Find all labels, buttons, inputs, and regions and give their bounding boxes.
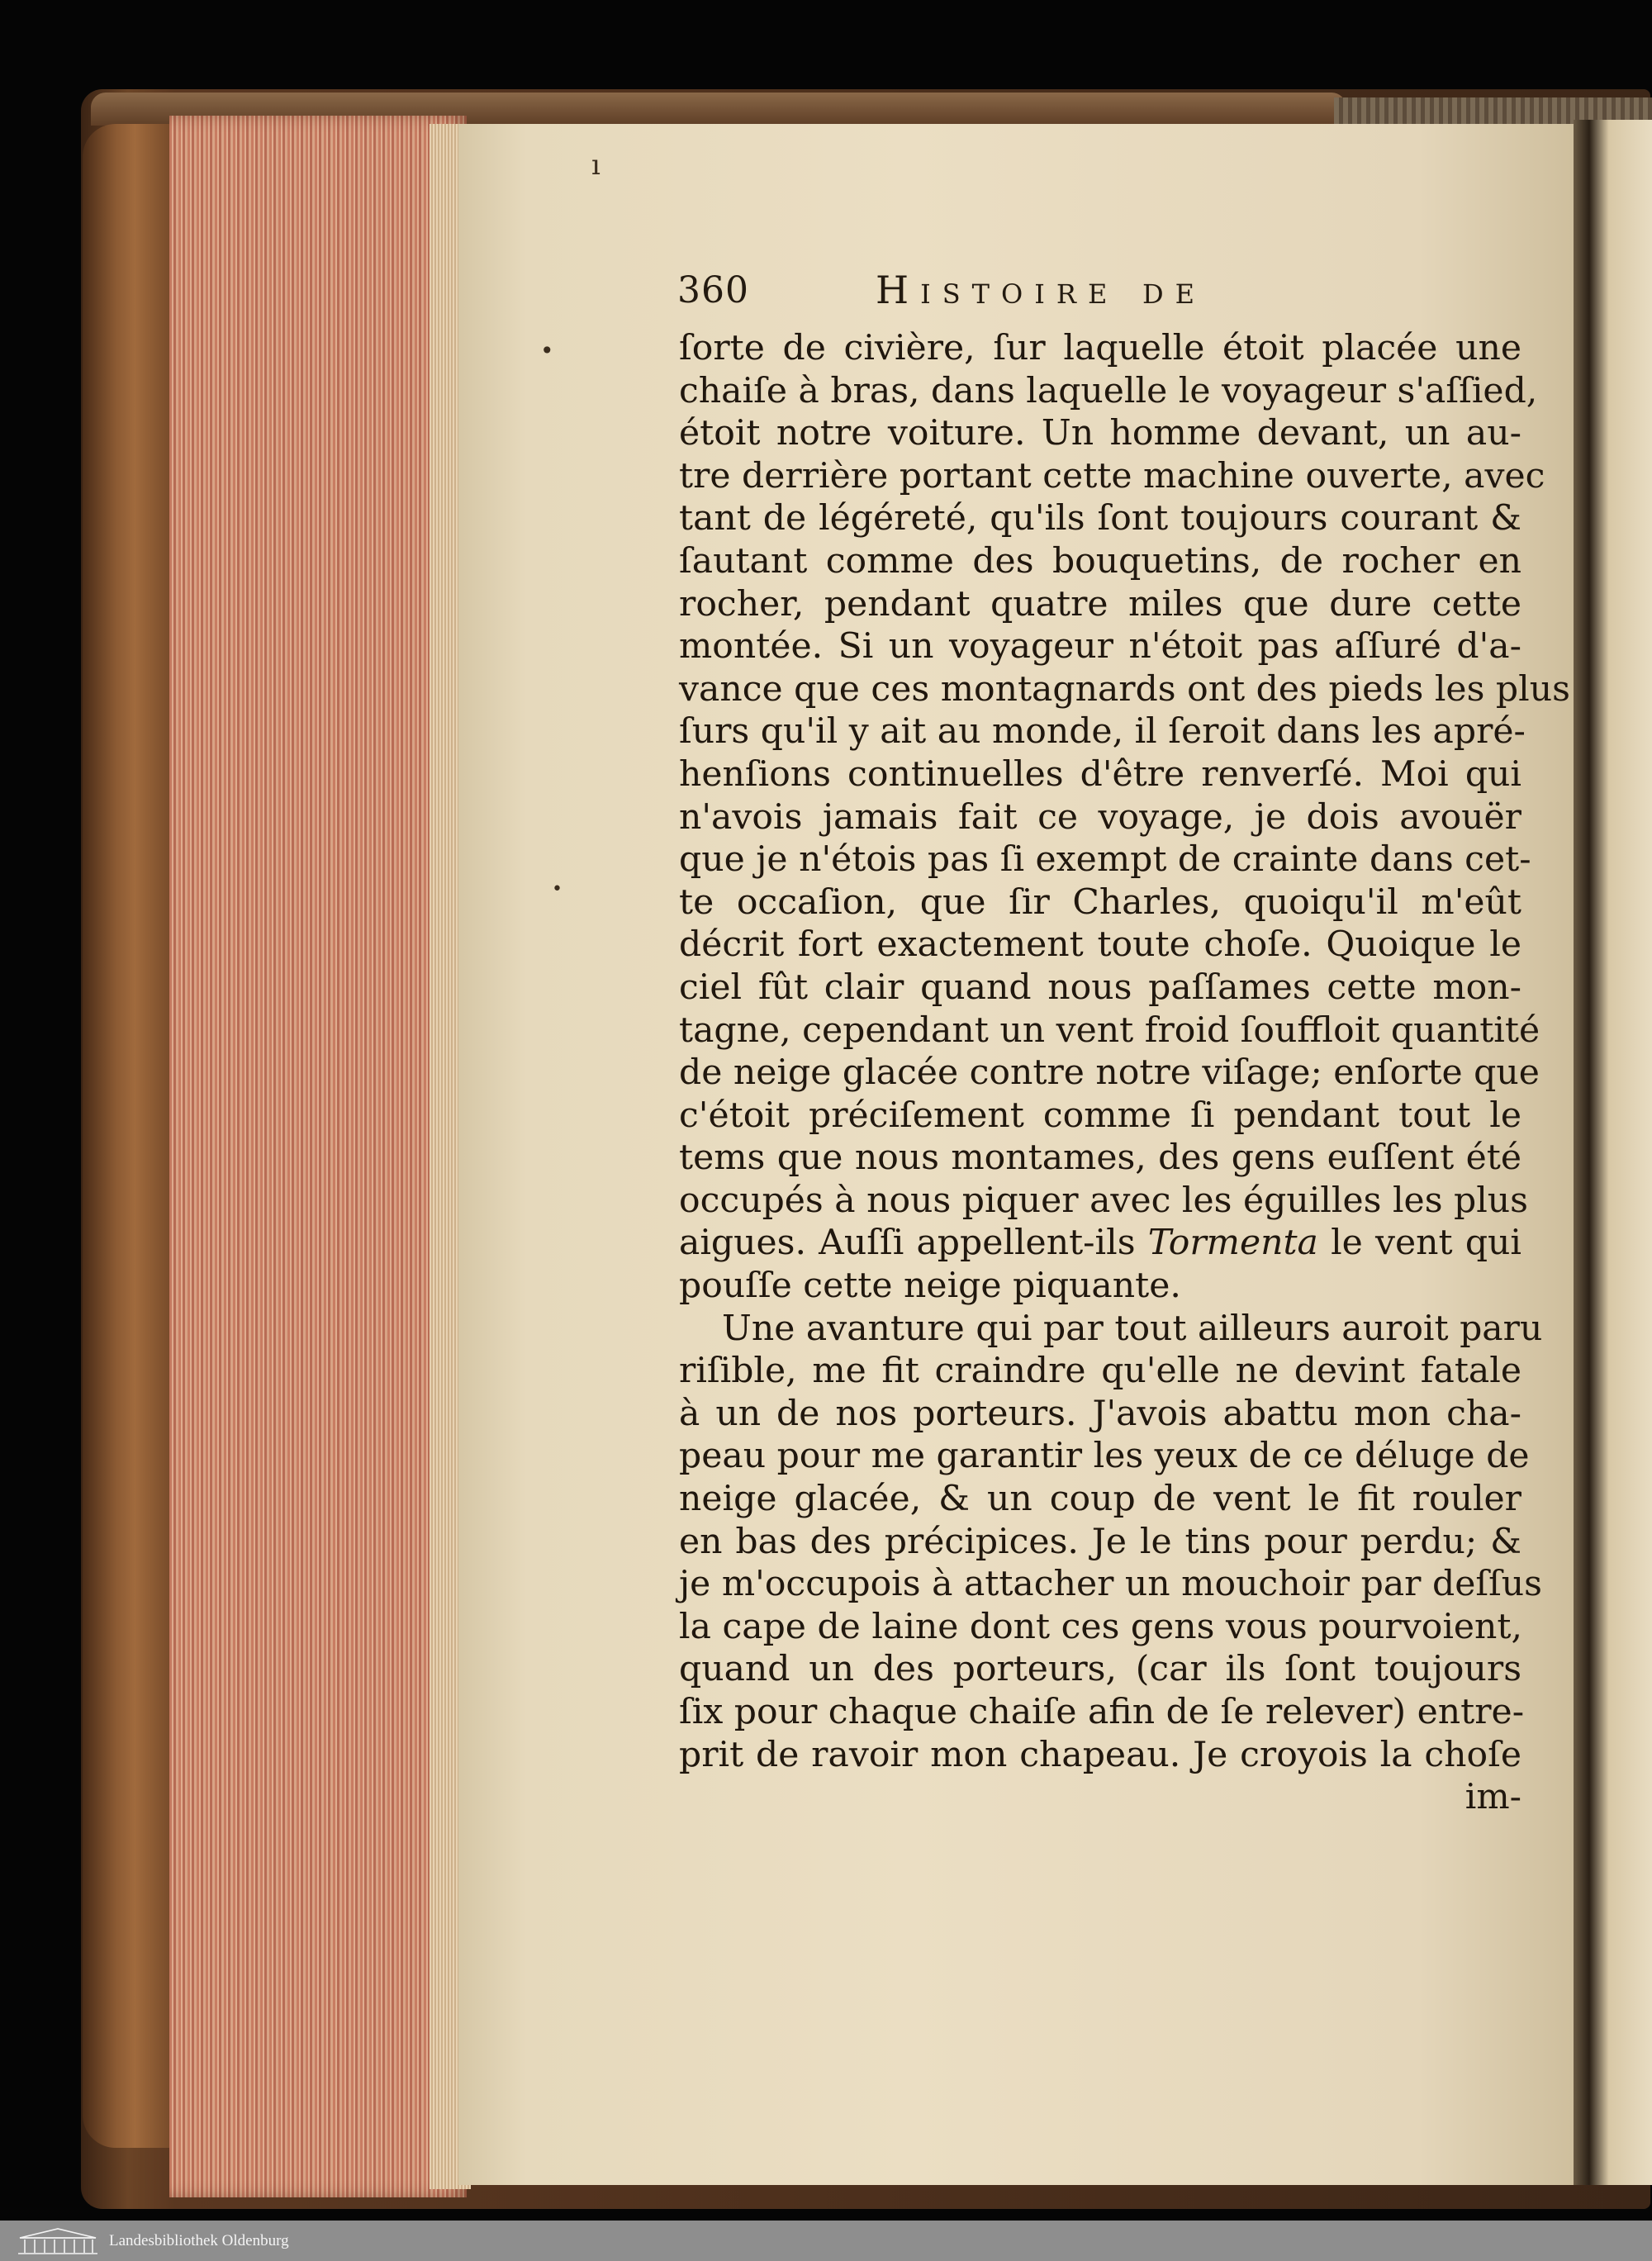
- text-line: la cape de laine dont ces gens vous pourvoient,: [679, 1606, 1523, 1647]
- text-line: prit de ravoir mon chapeau. Je croyois la choſe: [679, 1734, 1521, 1775]
- text-line: quand un des porteurs, (car ils ſont toujours: [679, 1649, 1521, 1690]
- leather-binding: [83, 124, 178, 2148]
- text-line: riſible, me fit craindre qu'elle ne devint fatale: [679, 1351, 1521, 1392]
- library-name: Landesbibliothek Oldenburg: [109, 2231, 289, 2249]
- ink-speck: ı: [591, 149, 601, 182]
- facing-page-gutter: [1574, 120, 1652, 2185]
- text-line: tems que nous montames, des gens euſſent été: [679, 1138, 1521, 1179]
- text-line: à un de nos porteurs. J'avois abattu mon cha-: [679, 1393, 1521, 1434]
- text-line: ſautant comme des bouquetins, de rocher en: [679, 540, 1521, 582]
- text-line: je m'occupois à attacher un mouchoir par deſſus: [679, 1564, 1542, 1605]
- ink-speck: •: [540, 337, 554, 364]
- page-header: [677, 263, 1503, 321]
- text-line: ciel fût clair quand nous paſſames cette mon-: [679, 967, 1521, 1008]
- text-line: neige glacée, & un coup de vent le fit rouler: [679, 1479, 1521, 1520]
- ink-speck: •: [552, 879, 563, 900]
- text-line: en bas des précipices. Je le tins pour perdu; &: [679, 1521, 1521, 1562]
- text-line: te occaſion, que ſir Charles, quoiqu'il m'eût: [679, 881, 1521, 923]
- text-line: chaiſe à bras, dans laquelle le voyageur s'aſſied,: [679, 370, 1538, 411]
- text-line: que je n'étois pas ſi exempt de crainte dans cet-: [679, 839, 1531, 881]
- text-line: ſurs qu'il y ait au monde, il ſeroit dans les apré-: [679, 711, 1526, 753]
- text-line: ſix pour chaque chaiſe afin de ſe relever) entre-: [679, 1692, 1525, 1732]
- running-title: Histoire de: [876, 268, 1206, 312]
- text-line: Une avanture qui par tout ailleurs auroit paru: [722, 1308, 1543, 1349]
- text-line: étoit notre voiture. Un homme devant, un au-: [679, 413, 1521, 454]
- page-edges: [169, 116, 467, 2197]
- footer-bar: [0, 2221, 1652, 2261]
- catchword: im-: [1464, 1777, 1521, 1818]
- text-line: aigues. Auſſi appellent-ils Tormenta le vent qui: [679, 1223, 1521, 1264]
- body-text: [679, 327, 1570, 1819]
- text-line: tagne, cependant un vent froid ſouffloit quantité: [679, 1009, 1540, 1051]
- text-line: de neige glacée contre notre viſage; enſorte que: [679, 1052, 1540, 1094]
- catchword-row: [679, 1776, 1521, 1819]
- text-line: tant de légéreté, qu'ils ſont toujours courant &: [679, 498, 1521, 539]
- text-line: rocher, pendant quatre miles que dure cette: [679, 583, 1521, 625]
- italic-word: Tormenta: [1147, 1223, 1318, 1264]
- text-line: peau pour me garantir les yeux de ce déluge de: [679, 1436, 1530, 1477]
- page-number: 360: [677, 269, 749, 311]
- text-line: vance que ces montagnards ont des pieds les plus: [679, 668, 1570, 710]
- text-line: n'avois jamais fait ce voyage, je dois avouër: [679, 796, 1521, 838]
- text-line: henſions continuelles d'être renverſé. Moi qui: [679, 753, 1521, 795]
- library-building-icon: [17, 2226, 99, 2256]
- text-line: tre derrière portant cette machine ouverte, avec: [679, 455, 1545, 496]
- text-line: ſorte de civière, ſur laquelle étoit placée une: [679, 328, 1521, 368]
- text-line: occupés à nous piquer avec les éguilles les plus: [679, 1180, 1528, 1221]
- text-line: c'étoit préciſement comme ſi pendant tout le: [679, 1095, 1521, 1136]
- text-line: pouſſe cette neige piquante.: [679, 1266, 1181, 1307]
- text-line: décrit fort exactement toute choſe. Quoique le: [679, 924, 1521, 966]
- text-line: montée. Si un voyageur n'étoit pas aſſuré d'a-: [679, 626, 1521, 667]
